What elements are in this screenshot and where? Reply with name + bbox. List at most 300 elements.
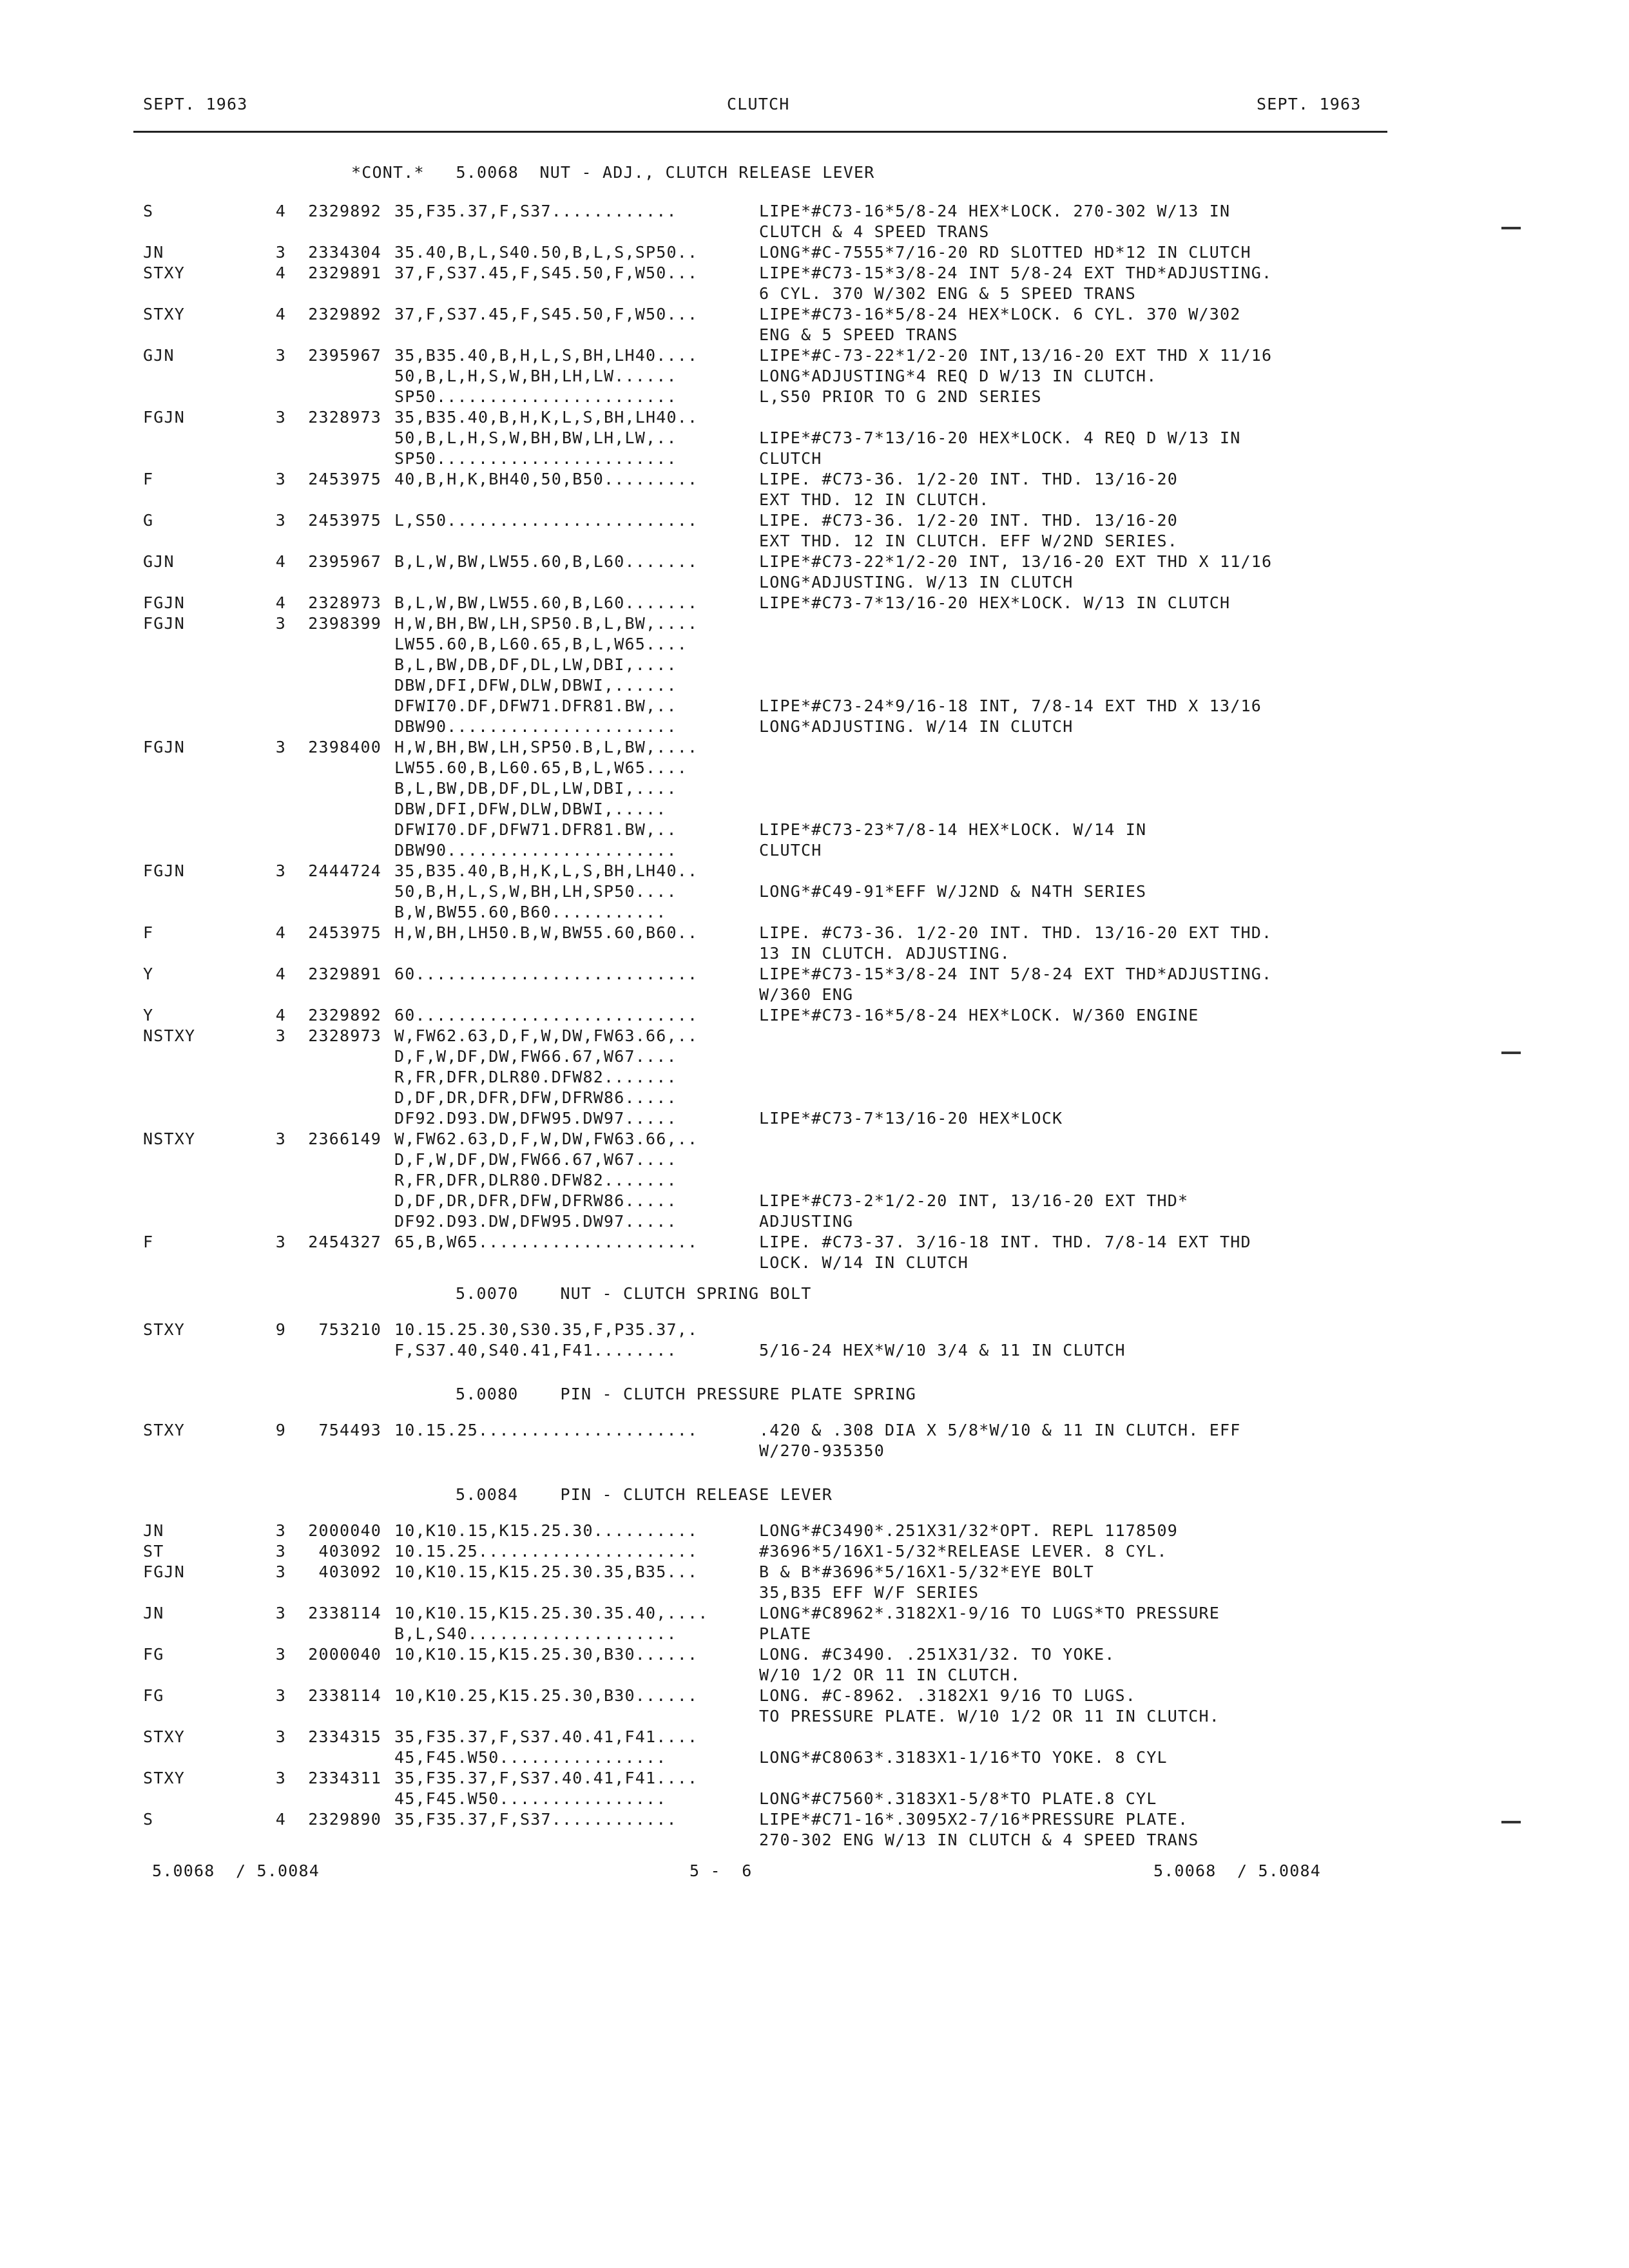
description-line — [759, 799, 1146, 820]
application-cell — [394, 1320, 698, 1361]
description-line: LIPE*#C-73-22*1/2-20 INT,13/16-20 EXT THD X 11/16 — [759, 346, 1273, 365]
description-cell — [759, 1026, 1063, 1129]
application-line: D,F,W,DF,DW,FW66.67,W67.... — [394, 1150, 677, 1169]
description-line: W/270-935350 — [759, 1441, 885, 1460]
application-line: 50,B,L,H,S,W,BH,LH,LW...... — [394, 367, 677, 385]
application-cell — [394, 1129, 698, 1232]
application-line: B,L,BW,DB,DF,DL,LW,DBI,.... — [394, 779, 677, 798]
table-row — [0, 1768, 1629, 1809]
quantity: 3 — [275, 1686, 286, 1705]
model-code: STXY — [143, 1421, 186, 1439]
description-line: LIPE*#C73-7*13/16-20 HEX*LOCK. W/13 IN CLUTCH — [759, 593, 1231, 612]
table-row — [0, 1521, 1629, 1541]
quantity: 4 — [275, 264, 286, 282]
description-line: LIPE*#C73-7*13/16-20 HEX*LOCK. 4 REQ D W/13 IN — [759, 428, 1241, 447]
application-line: 60........................... — [394, 965, 699, 983]
table-row — [0, 1026, 1629, 1129]
part-number: 753210 — [318, 1320, 381, 1339]
description-line: ENG & 5 SPEED TRANS — [759, 325, 958, 344]
part-number: 2453975 — [308, 511, 381, 530]
application-cell — [394, 1603, 709, 1644]
description-line — [759, 758, 1146, 778]
description-line: 13 IN CLUTCH. ADJUSTING. — [759, 944, 1011, 963]
application-line: 35,F35.37,F,S37.40.41,F41.... — [394, 1727, 699, 1746]
application-line: B,L,W,BW,LW55.60,B,L60....... — [394, 593, 699, 612]
quantity: 9 — [275, 1320, 286, 1339]
model-code: Y — [143, 965, 154, 983]
description-cell — [759, 1809, 1199, 1850]
footer-range-right: 5.0068 / 5.0084 — [1153, 1861, 1322, 1880]
model-code: F — [143, 1233, 154, 1251]
part-number: 2398400 — [308, 738, 381, 756]
description-line: LONG*#C8962*.3182X1-9/16 TO LUGS*TO PRESSURE — [759, 1604, 1220, 1622]
quantity: 4 — [275, 923, 286, 942]
quantity: 4 — [275, 1006, 286, 1024]
part-number: 2329891 — [308, 264, 381, 282]
description-line: LIPE. #C73-36. 1/2-20 INT. THD. 13/16-20 — [759, 511, 1179, 530]
model-code: STXY — [143, 305, 186, 323]
quantity: 3 — [275, 1769, 286, 1787]
model-code: FGJN — [143, 408, 186, 427]
description-line: LONG. #C-8962. .3182X1 9/16 TO LUGS. — [759, 1686, 1137, 1705]
application-line: 45,F45.W50................ — [394, 1789, 667, 1808]
description-line: LIPE*#C73-16*5/8-24 HEX*LOCK. 270-302 W/13 IN — [759, 202, 1231, 220]
application-line: 65,B,W65..................... — [394, 1233, 699, 1251]
application-line: DBW,DFI,DFW,DLW,DBWI,...... — [394, 676, 677, 695]
application-line: LW55.60,B,L60.65,B,L,W65.... — [394, 758, 688, 777]
description-line — [759, 1170, 1188, 1191]
table-row — [0, 552, 1629, 593]
table-row — [0, 469, 1629, 510]
table-row — [0, 613, 1629, 737]
description-cell — [759, 242, 1251, 263]
application-line: SP50....................... — [394, 449, 677, 468]
application-line: D,F,W,DF,DW,FW66.67,W67.... — [394, 1047, 677, 1066]
description-line — [759, 902, 1146, 923]
description-line — [759, 1067, 1063, 1088]
quantity: 4 — [275, 1810, 286, 1829]
part-number: 2366149 — [308, 1129, 381, 1148]
part-number: 2328973 — [308, 408, 381, 427]
description-cell — [759, 593, 1230, 613]
application-line: 35,B35.40,B,H,L,S,BH,LH40.... — [394, 346, 699, 365]
quantity: 3 — [275, 1645, 286, 1664]
quantity: 3 — [275, 1727, 286, 1746]
table-row — [0, 510, 1629, 552]
description-cell — [759, 263, 1272, 304]
table-row — [0, 201, 1629, 242]
description-line — [759, 1129, 1188, 1149]
application-cell — [394, 861, 698, 923]
part-number: 2395967 — [308, 552, 381, 571]
description-line — [759, 1149, 1188, 1170]
model-code: G — [143, 511, 154, 530]
application-line: D,DF,DR,DFR,DFW,DFRW86..... — [394, 1088, 677, 1107]
description-cell — [759, 469, 1178, 510]
part-number: 2398399 — [308, 614, 381, 633]
quantity: 3 — [275, 1026, 286, 1045]
application-cell — [394, 737, 698, 861]
section-title: 5.0070 NUT - CLUTCH SPRING BOLT — [456, 1284, 812, 1303]
application-line: 37,F,S37.45,F,S45.50,F,W50... — [394, 305, 699, 323]
header-date-left: SEPT. 1963 — [143, 95, 248, 113]
section-title: 5.0084 PIN - CLUTCH RELEASE LEVER — [456, 1485, 833, 1504]
application-line: F,S37.40,S40.41,F41........ — [394, 1341, 677, 1360]
part-number: 2329892 — [308, 1006, 381, 1024]
application-line: 10.15.25..................... — [394, 1542, 699, 1561]
quantity: 3 — [275, 243, 286, 262]
model-code: JN — [143, 1521, 164, 1540]
description-line — [759, 634, 1262, 655]
description-line — [759, 1768, 1157, 1789]
description-line: LIPE*#C73-15*3/8-24 INT 5/8-24 EXT THD*ADJUSTING. — [759, 264, 1273, 282]
description-line: LIPE*#C73-15*3/8-24 INT 5/8-24 EXT THD*ADJUSTING. — [759, 965, 1273, 983]
quantity: 4 — [275, 305, 286, 323]
application-line: D,DF,DR,DFR,DFW,DFRW86..... — [394, 1191, 677, 1210]
application-cell — [394, 1768, 698, 1809]
quantity: 3 — [275, 614, 286, 633]
application-line: LW55.60,B,L60.65,B,L,W65.... — [394, 635, 688, 653]
description-line: LONG*#C7560*.3183X1-5/8*TO PLATE.8 CYL — [759, 1789, 1157, 1808]
model-code: NSTXY — [143, 1026, 196, 1045]
footer-page-number: 5 - 6 — [689, 1861, 753, 1880]
table-row — [0, 1541, 1629, 1562]
model-code: FGJN — [143, 1562, 186, 1581]
application-line: DBW90...................... — [394, 717, 677, 736]
table-row — [0, 1320, 1629, 1361]
model-code: NSTXY — [143, 1129, 196, 1148]
description-line: CLUTCH — [759, 841, 822, 860]
part-number: 2329892 — [308, 305, 381, 323]
table-row — [0, 1603, 1629, 1644]
quantity: 4 — [275, 593, 286, 612]
application-line: B,W,BW55.60,B60........... — [394, 903, 667, 921]
part-number: 2395967 — [308, 346, 381, 365]
application-line: 37,F,S37.45,F,S45.50,F,W50... — [394, 264, 699, 282]
footer-range-left: 5.0068 / 5.0084 — [152, 1861, 320, 1880]
description-cell — [759, 510, 1178, 552]
description-cell — [759, 1320, 1126, 1361]
description-line: EXT THD. 12 IN CLUTCH. — [759, 490, 990, 509]
description-cell — [759, 1129, 1188, 1232]
application-line: L,S50........................ — [394, 511, 699, 530]
application-cell — [394, 1809, 677, 1830]
description-line — [759, 407, 1241, 428]
application-line: 60........................... — [394, 1006, 699, 1024]
model-code: FGJN — [143, 614, 186, 633]
margin-mark — [1501, 1821, 1521, 1823]
application-cell — [394, 1686, 698, 1706]
description-line — [759, 1046, 1063, 1067]
description-cell — [759, 1686, 1220, 1727]
application-line: DFWI70.DF,DFW71.DFR81.BW,.. — [394, 820, 677, 839]
application-cell — [394, 613, 698, 737]
description-cell — [759, 923, 1272, 964]
table-row — [0, 737, 1629, 861]
description-cell — [759, 1562, 1094, 1603]
description-line: LIPE. #C73-37. 3/16-18 INT. THD. 7/8-14 EXT THD — [759, 1233, 1251, 1251]
part-number: 754493 — [318, 1421, 381, 1439]
quantity: 3 — [275, 346, 286, 365]
table-row — [0, 1420, 1629, 1461]
application-line: W,FW62.63,D,F,W,DW,FW63.66,.. — [394, 1026, 699, 1045]
application-cell — [394, 201, 677, 222]
application-line: 10.15.25..................... — [394, 1421, 699, 1439]
description-cell — [759, 861, 1146, 923]
model-code: S — [143, 1810, 154, 1829]
application-line: 50,B,H,L,S,W,BH,LH,SP50.... — [394, 882, 677, 901]
description-line: LONG*ADJUSTING*4 REQ D W/13 IN CLUTCH. — [759, 367, 1157, 385]
part-number: 2328973 — [308, 1026, 381, 1045]
table-row — [0, 1562, 1629, 1603]
quantity: 3 — [275, 1604, 286, 1622]
description-cell — [759, 1420, 1241, 1461]
application-cell — [394, 1420, 698, 1441]
description-line: LIPE*#C73-24*9/16-18 INT, 7/8-14 EXT THD X 13/16 — [759, 697, 1262, 715]
part-number: 2329890 — [308, 1810, 381, 1829]
model-code: STXY — [143, 1727, 186, 1746]
description-line: 35,B35 EFF W/F SERIES — [759, 1583, 979, 1602]
model-code: FGJN — [143, 861, 186, 880]
part-number: 2338114 — [308, 1686, 381, 1705]
quantity: 3 — [275, 1562, 286, 1581]
quantity: 9 — [275, 1421, 286, 1439]
description-line: LIPE*#C73-23*7/8-14 HEX*LOCK. W/14 IN — [759, 820, 1147, 839]
description-line: LONG*#C49-91*EFF W/J2ND & N4TH SERIES — [759, 882, 1147, 901]
description-line: CLUTCH — [759, 449, 822, 468]
model-code: FG — [143, 1645, 164, 1664]
quantity: 3 — [275, 1129, 286, 1148]
part-number: 2334304 — [308, 243, 381, 262]
application-line: R,FR,DFR,DLR80.DFW82....... — [394, 1068, 677, 1086]
application-cell — [394, 1026, 698, 1129]
quantity: 3 — [275, 511, 286, 530]
application-cell — [394, 263, 698, 284]
description-line: 6 CYL. 370 W/302 ENG & 5 SPEED TRANS — [759, 284, 1137, 303]
description-line: 270-302 ENG W/13 IN CLUTCH & 4 SPEED TRANS — [759, 1831, 1199, 1849]
quantity: 3 — [275, 1233, 286, 1251]
application-cell — [394, 1232, 698, 1253]
model-code: F — [143, 923, 154, 942]
description-line — [759, 861, 1146, 881]
part-number: 2334315 — [308, 1727, 381, 1746]
description-line: CLUTCH & 4 SPEED TRANS — [759, 222, 990, 241]
header-date-right: SEPT. 1963 — [1257, 95, 1362, 113]
description-line: LIPE*#C73-16*5/8-24 HEX*LOCK. W/360 ENGINE — [759, 1006, 1199, 1024]
description-line: LIPE*#C73-16*5/8-24 HEX*LOCK. 6 CYL. 370 W/302 — [759, 305, 1241, 323]
application-cell — [394, 1644, 698, 1665]
description-line: LONG*#C3490*.251X31/32*OPT. REPL 1178509 — [759, 1521, 1179, 1540]
section-title: 5.0080 PIN - CLUTCH PRESSURE PLATE SPRING — [456, 1385, 917, 1403]
description-cell — [759, 613, 1262, 737]
model-code: JN — [143, 1604, 164, 1622]
application-line: 35,B35.40,B,H,K,L,S,BH,LH40.. — [394, 861, 699, 880]
application-cell — [394, 407, 698, 469]
header-title: CLUTCH — [727, 95, 790, 113]
description-cell — [759, 1644, 1115, 1686]
table-row — [0, 1727, 1629, 1768]
description-line — [759, 655, 1262, 675]
description-line: LONG*#C8063*.3183X1-1/16*TO YOKE. 8 CYL — [759, 1748, 1168, 1767]
description-cell — [759, 1521, 1178, 1541]
part-number: 2453975 — [308, 470, 381, 488]
application-line: DF92.D93.DW,DFW95.DW97..... — [394, 1212, 677, 1231]
model-code: S — [143, 202, 154, 220]
application-line: H,W,BH,BW,LH,SP50.B,L,BW,.... — [394, 614, 699, 633]
description-cell — [759, 407, 1241, 469]
application-line: 50,B,L,H,S,W,BH,BW,LH,LW,.. — [394, 428, 677, 447]
table-row — [0, 1686, 1629, 1727]
table-row — [0, 242, 1629, 263]
application-line: SP50....................... — [394, 387, 677, 406]
quantity: 3 — [275, 738, 286, 756]
part-number: 403092 — [318, 1542, 381, 1561]
description-cell — [759, 1603, 1220, 1644]
application-line: 35,F35.37,F,S37.40.41,F41.... — [394, 1769, 699, 1787]
header-rule — [133, 131, 1387, 133]
description-cell — [759, 1005, 1199, 1026]
description-line: LOCK. W/14 IN CLUTCH — [759, 1253, 969, 1272]
table-row — [0, 1644, 1629, 1686]
description-line: W/10 1/2 OR 11 IN CLUTCH. — [759, 1666, 1021, 1684]
description-cell — [759, 1232, 1251, 1273]
model-code: STXY — [143, 1769, 186, 1787]
application-cell — [394, 345, 698, 407]
description-line: W/360 ENG — [759, 985, 854, 1004]
application-line: 10,K10.15,K15.25.30,B30...... — [394, 1645, 699, 1664]
description-line: LIPE*#C73-7*13/16-20 HEX*LOCK — [759, 1109, 1063, 1128]
application-line: 10.15.25.30,S30.35,F,P35.37,. — [394, 1320, 699, 1339]
table-row — [0, 1005, 1629, 1026]
application-line: 10,K10.25,K15.25.30,B30...... — [394, 1686, 699, 1705]
application-line: 35,B35.40,B,H,K,L,S,BH,LH40.. — [394, 408, 699, 427]
application-line: 35,F35.37,F,S37............ — [394, 202, 677, 220]
application-line: 35,F35.37,F,S37............ — [394, 1810, 677, 1829]
application-cell — [394, 304, 698, 325]
table-row — [0, 304, 1629, 345]
description-cell — [759, 1541, 1168, 1562]
description-line — [759, 1088, 1063, 1108]
description-cell — [759, 552, 1272, 593]
model-code: JN — [143, 243, 164, 262]
description-line — [759, 778, 1146, 799]
quantity: 3 — [275, 1521, 286, 1540]
application-line: R,FR,DFR,DLR80.DFW82....... — [394, 1171, 677, 1189]
description-line: LIPE*#C73-22*1/2-20 INT, 13/16-20 EXT THD X 11/16 — [759, 552, 1273, 571]
description-line — [759, 1026, 1063, 1046]
margin-mark — [1501, 1052, 1521, 1054]
quantity: 4 — [275, 965, 286, 983]
quantity: 3 — [275, 1542, 286, 1561]
model-code: FG — [143, 1686, 164, 1705]
description-line — [759, 1727, 1168, 1747]
description-line: LONG*#C-7555*7/16-20 RD SLOTTED HD*12 IN CLUTCH — [759, 243, 1251, 262]
table-row — [0, 861, 1629, 923]
description-line: LIPE. #C73-36. 1/2-20 INT. THD. 13/16-20 EXT THD. — [759, 923, 1273, 942]
table-row — [0, 923, 1629, 964]
quantity: 4 — [275, 202, 286, 220]
description-line: 5/16-24 HEX*W/10 3/4 & 11 IN CLUTCH — [759, 1341, 1126, 1360]
application-line: 10,K10.15,K15.25.30.35.40,.... — [394, 1604, 709, 1622]
description-cell — [759, 201, 1230, 242]
model-code: Y — [143, 1006, 154, 1024]
model-code: GJN — [143, 552, 175, 571]
description-cell — [759, 737, 1146, 861]
application-line: B,L,BW,DB,DF,DL,LW,DBI,.... — [394, 655, 677, 674]
part-number: 2328973 — [308, 593, 381, 612]
application-line: 10,K10.15,K15.25.30.35,B35... — [394, 1562, 699, 1581]
quantity: 3 — [275, 408, 286, 427]
table-row — [0, 593, 1629, 613]
application-cell — [394, 510, 698, 531]
description-cell — [759, 1768, 1157, 1809]
part-number: 2334311 — [308, 1769, 381, 1787]
table-row — [0, 964, 1629, 1005]
application-cell — [394, 1541, 698, 1562]
application-line: 40,B,H,K,BH40,50,B50......... — [394, 470, 699, 488]
application-cell — [394, 552, 698, 572]
table-row — [0, 1809, 1629, 1850]
application-line: 35.40,B,L,S40.50,B,L,S,SP50.. — [394, 243, 699, 262]
description-line: PLATE — [759, 1624, 812, 1643]
quantity: 3 — [275, 861, 286, 880]
quantity: 4 — [275, 552, 286, 571]
application-line: B,L,W,BW,LW55.60,B,L60....... — [394, 552, 699, 571]
description-line — [759, 675, 1262, 696]
description-cell — [759, 304, 1241, 345]
description-line: L,S50 PRIOR TO G 2ND SERIES — [759, 387, 1042, 406]
part-number: 2329892 — [308, 202, 381, 220]
part-number: 2454327 — [308, 1233, 381, 1251]
description-line: LONG*ADJUSTING. W/13 IN CLUTCH — [759, 573, 1074, 591]
description-cell — [759, 964, 1272, 1005]
part-number: 403092 — [318, 1562, 381, 1581]
description-line: #3696*5/16X1-5/32*RELEASE LEVER. 8 CYL. — [759, 1542, 1168, 1561]
model-code: STXY — [143, 1320, 186, 1339]
application-line: 10,K10.15,K15.25.30.......... — [394, 1521, 699, 1540]
part-number: 2338114 — [308, 1604, 381, 1622]
description-line: .420 & .308 DIA X 5/8*W/10 & 11 IN CLUTCH. EFF — [759, 1421, 1241, 1439]
application-cell — [394, 1521, 698, 1541]
part-number: 2444724 — [308, 861, 381, 880]
application-cell — [394, 1727, 698, 1768]
part-number: 2329891 — [308, 965, 381, 983]
description-line: LIPE*#C73-2*1/2-20 INT, 13/16-20 EXT THD* — [759, 1191, 1189, 1210]
application-cell — [394, 593, 698, 613]
description-line — [759, 1320, 1126, 1340]
description-cell — [759, 1727, 1168, 1768]
application-cell — [394, 242, 698, 263]
application-cell — [394, 469, 698, 490]
description-line: LONG. #C3490. .251X31/32. TO YOKE. — [759, 1645, 1115, 1664]
application-line: DBW90...................... — [394, 841, 677, 860]
model-code: F — [143, 470, 154, 488]
application-line: H,W,BH,LH50.B,W,BW55.60,B60.. — [394, 923, 699, 942]
model-code: FGJN — [143, 738, 186, 756]
table-row — [0, 1129, 1629, 1232]
quantity: 3 — [275, 470, 286, 488]
description-line: LIPE. #C73-36. 1/2-20 INT. THD. 13/16-20 — [759, 470, 1179, 488]
model-code: FGJN — [143, 593, 186, 612]
description-cell — [759, 345, 1272, 407]
description-line — [759, 737, 1146, 758]
description-line: TO PRESSURE PLATE. W/10 1/2 OR 11 IN CLUTCH. — [759, 1707, 1220, 1725]
table-row — [0, 263, 1629, 304]
description-line: B & B*#3696*5/16X1-5/32*EYE BOLT — [759, 1562, 1095, 1581]
application-line: DBW,DFI,DFW,DLW,DBWI,..... — [394, 800, 667, 818]
part-number: 2000040 — [308, 1645, 381, 1664]
description-line: ADJUSTING — [759, 1212, 854, 1231]
